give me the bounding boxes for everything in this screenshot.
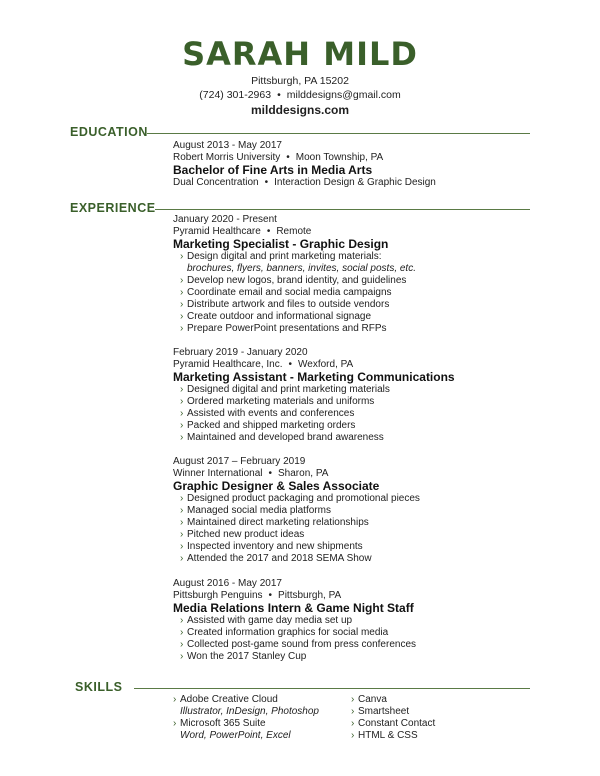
experience-heading-row [0, 201, 600, 215]
separator-dot: • [264, 177, 269, 188]
concentration-detail: Interaction Design & Graphic Design [274, 177, 436, 188]
website-link[interactable]: milddesigns.com [250, 103, 350, 117]
skills-column-left [173, 694, 373, 742]
company-name: Pyramid Healthcare, Inc. [173, 359, 283, 370]
bullet-item: › Attended the 2017 and 2018 SEMA Show [180, 553, 533, 565]
job-bullet-list [180, 615, 533, 663]
candidate-name: SARAH MILD [182, 35, 418, 73]
job-title: Graphic Designer & Sales Associate [173, 479, 380, 493]
company-location: Pittsburgh, PA [278, 590, 342, 601]
bullet-item: › Assisted with game day media set up [180, 615, 533, 627]
separator-dot: • [288, 359, 293, 370]
bullet-item [180, 251, 533, 275]
job-dates: January 2020 - Present [173, 214, 277, 225]
bullet-item: › Pitched new product ideas [180, 529, 533, 541]
separator-dot: • [268, 468, 273, 479]
separator-dot: • [266, 226, 271, 237]
job-bullet-list [180, 384, 533, 444]
phone-number: (724) 301-2963 [199, 89, 272, 101]
skill-item [173, 718, 373, 742]
concentration-line [173, 177, 533, 189]
bullet-item: › Prepare PowerPoint presentations and RFPs [180, 323, 533, 335]
education-entry [173, 140, 533, 189]
concentration-label: Dual Concentration [173, 177, 259, 188]
skills-heading-row [0, 680, 600, 694]
bullet-item: › Won the 2017 Stanley Cup [180, 651, 533, 663]
bullet-item: › Ordered marketing materials and uniforms [180, 396, 533, 408]
company-name: Pyramid Healthcare [173, 226, 261, 237]
bullet-item: › Create outdoor and informational signage [180, 311, 533, 323]
location-line: Pittsburgh, PA 15202 [251, 75, 349, 87]
skills-list [173, 694, 373, 742]
skill-item: › Constant Contact [351, 718, 531, 730]
experience-entry [173, 347, 533, 444]
section-divider [147, 133, 530, 134]
job-title: Marketing Specialist - Graphic Design [173, 237, 389, 251]
resume-header [0, 34, 600, 118]
skill-subtext: Illustrator, InDesign, Photoshop [180, 706, 319, 717]
separator-dot: • [277, 89, 281, 101]
bullet-item: › Distribute artwork and files to outside vendors [180, 299, 533, 311]
experience-entry [173, 214, 533, 335]
skill-subtext: Word, PowerPoint, Excel [180, 730, 291, 741]
skills-heading: SKILLS [75, 680, 123, 694]
company-location: Sharon, PA [278, 468, 329, 479]
skills-list [351, 694, 531, 742]
bullet-item: › Designed product packaging and promotional pieces [180, 493, 533, 505]
bullet-item: › Coordinate email and social media campaigns [180, 287, 533, 299]
bullet-item: › Inspected inventory and new shipments [180, 541, 533, 553]
skill-text: Microsoft 365 Suite [180, 718, 266, 729]
skill-item: › HTML & CSS [351, 730, 531, 742]
school-location: Moon Township, PA [295, 152, 384, 163]
education-heading-row [0, 125, 600, 139]
job-dates: August 2016 - May 2017 [173, 578, 282, 589]
section-divider [155, 209, 530, 210]
bullet-text: Design digital and print marketing materials: [187, 251, 382, 262]
job-bullet-list [180, 493, 533, 565]
education-heading: EDUCATION [70, 125, 148, 139]
skill-text: Adobe Creative Cloud [180, 694, 278, 705]
bullet-item: › Designed digital and print marketing materials [180, 384, 533, 396]
bullet-item: › Created information graphics for social media [180, 627, 533, 639]
job-title: Marketing Assistant - Marketing Communications [173, 370, 455, 384]
job-dates: February 2019 - January 2020 [173, 347, 308, 358]
bullet-item: › Maintained and developed brand awareness [180, 432, 533, 444]
company-location: Wexford, PA [298, 359, 354, 370]
section-divider [134, 688, 530, 689]
school-name: Robert Morris University [173, 152, 281, 163]
skill-item: › Smartsheet [351, 706, 531, 718]
bullet-item: › Assisted with events and conferences [180, 408, 533, 420]
bullet-item: › Managed social media platforms [180, 505, 533, 517]
degree-title: Bachelor of Fine Arts in Media Arts [173, 163, 373, 177]
experience-heading: EXPERIENCE [70, 201, 156, 215]
contact-line [0, 88, 600, 102]
company-name: Winner International [173, 468, 263, 479]
email-address[interactable]: milddesigns@gmail.com [286, 89, 401, 101]
bullet-item: › Packed and shipped marketing orders [180, 420, 533, 432]
bullet-item: › Collected post-game sound from press conferences [180, 639, 533, 651]
job-bullet-list [180, 251, 533, 335]
skill-item: › Canva [351, 694, 531, 706]
skill-item [173, 694, 373, 718]
experience-entry [173, 578, 533, 663]
company-location: Remote [276, 226, 312, 237]
job-dates: August 2017 – February 2019 [173, 456, 306, 467]
job-title: Media Relations Intern & Game Night Staff [173, 601, 414, 615]
bullet-subtext: brochures, flyers, banners, invites, social posts, etc. [187, 263, 416, 274]
bullet-item: › Develop new logos, brand identity, and guidelines [180, 275, 533, 287]
bullet-item: › Maintained direct marketing relationships [180, 517, 533, 529]
company-name: Pittsburgh Penguins [173, 590, 263, 601]
experience-entry [173, 456, 533, 565]
separator-dot: • [286, 152, 290, 163]
separator-dot: • [268, 590, 273, 601]
skills-column-right [351, 694, 531, 742]
education-dates: August 2013 - May 2017 [173, 140, 282, 151]
